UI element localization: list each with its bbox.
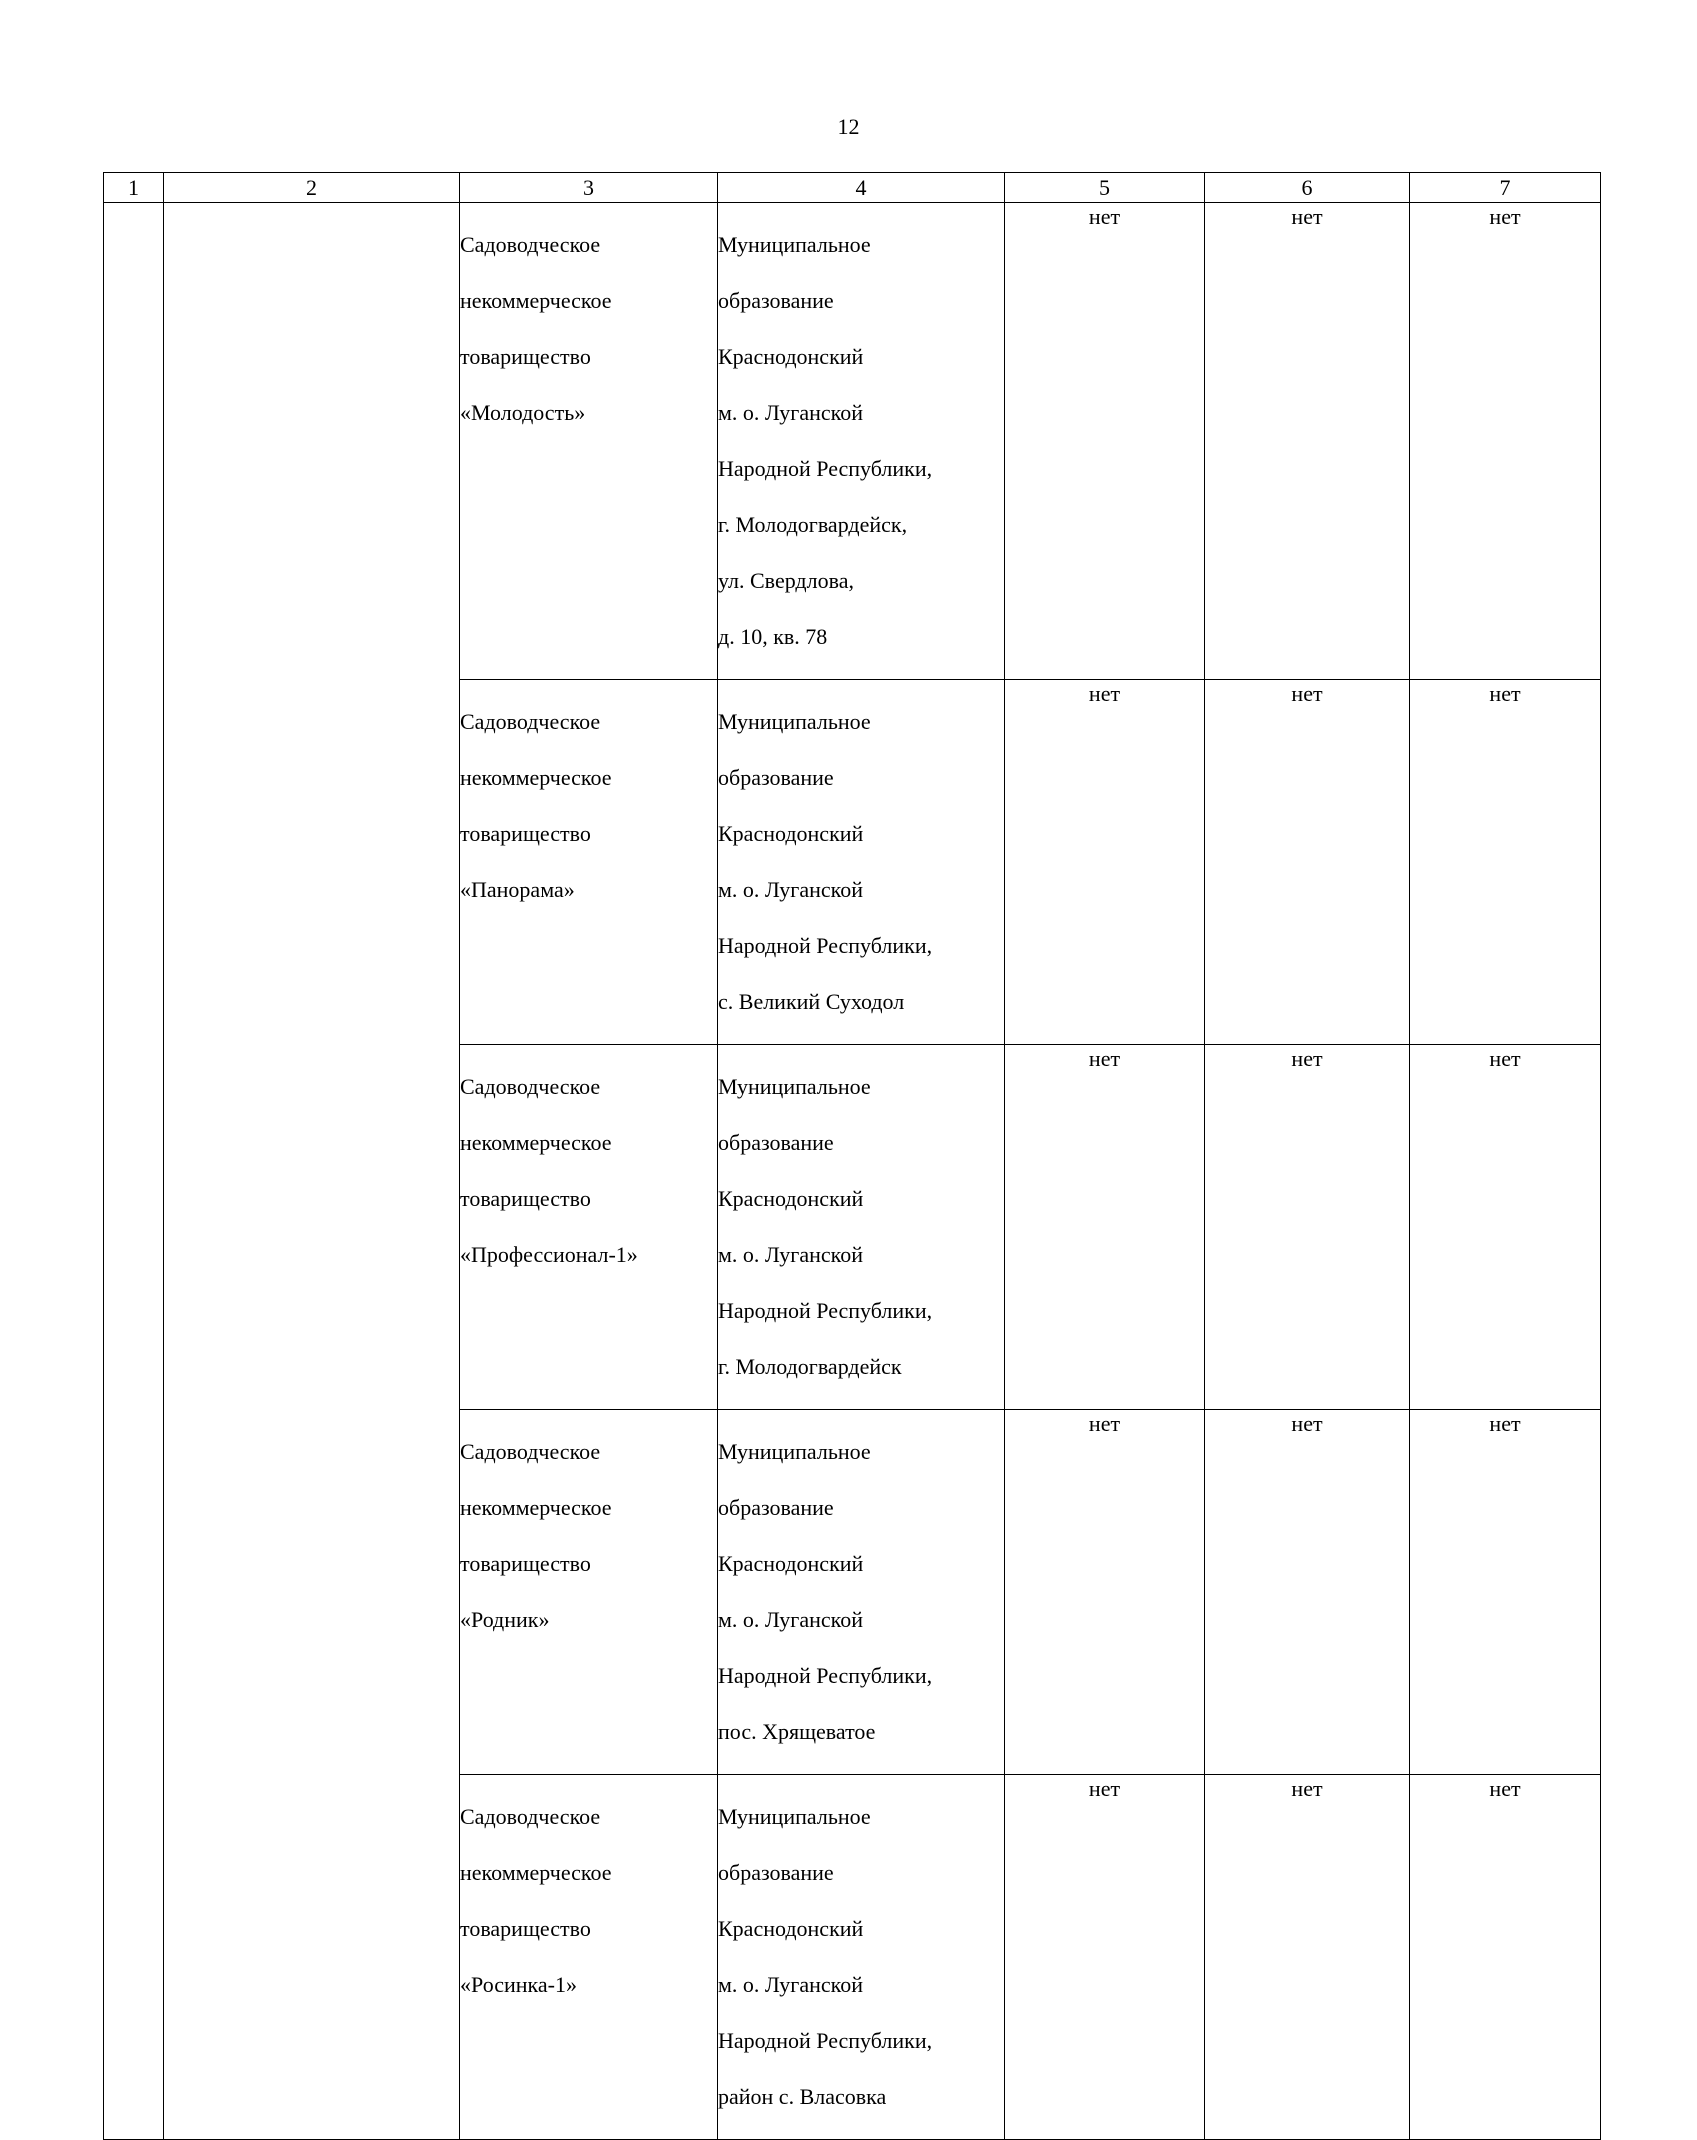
organization-name-line: «Профессионал-1» (460, 1242, 638, 1267)
address-line: Краснодонский (718, 1186, 864, 1211)
column-7-value: нет (1410, 1775, 1601, 2140)
column-6-value: нет (1205, 1775, 1410, 2140)
column-7-value: нет (1410, 680, 1601, 1045)
address-line: образование (718, 1130, 834, 1155)
organization-name-line: «Родник» (460, 1607, 550, 1632)
column-5-value: нет (1005, 680, 1205, 1045)
address-line: Краснодонский (718, 1551, 864, 1576)
column-header-4: 4 (718, 173, 1005, 203)
column-2-merged-cell (164, 203, 460, 2140)
address-line: Муниципальное (718, 709, 871, 734)
address-line: м. о. Луганской (718, 877, 863, 902)
organization-name-line: некоммерческое (460, 1130, 612, 1155)
address-line: г. Молодогвардейск, (718, 512, 908, 537)
address-line: Народной Республики, (718, 456, 933, 481)
page-number: 12 (837, 114, 860, 139)
address-line: образование (718, 1860, 834, 1885)
column-header-6: 6 (1205, 173, 1410, 203)
organization-name-cell (460, 203, 718, 680)
table-header-row (104, 173, 1601, 203)
column-7-value: нет (1410, 203, 1601, 680)
column-5-value: нет (1005, 1045, 1205, 1410)
address-line: ул. Свердлова, (718, 568, 854, 593)
organization-name-line: Садоводческое (460, 1804, 601, 1829)
column-header-2: 2 (164, 173, 460, 203)
table-row (104, 203, 1601, 680)
address-line: Народной Республики, (718, 1298, 933, 1323)
organization-name-line: некоммерческое (460, 1860, 612, 1885)
address-line: район с. Власовка (718, 2084, 887, 2109)
column-5-value: нет (1005, 1410, 1205, 1775)
organization-name-line: некоммерческое (460, 288, 612, 313)
organization-name-cell (460, 1775, 718, 2140)
address-line: Муниципальное (718, 232, 871, 257)
address-line: Краснодонский (718, 1916, 864, 1941)
organization-name-line: Садоводческое (460, 232, 601, 257)
organization-name-line: Садоводческое (460, 1074, 601, 1099)
organization-name-line: Садоводческое (460, 709, 601, 734)
organization-name-line: «Росинка-1» (460, 1972, 577, 1997)
address-line: Народной Республики, (718, 2028, 933, 2053)
column-5-value: нет (1005, 1775, 1205, 2140)
organization-name-line: «Молодость» (460, 400, 586, 425)
address-line: м. о. Луганской (718, 400, 863, 425)
column-header-5: 5 (1005, 173, 1205, 203)
address-line: Краснодонский (718, 344, 864, 369)
address-line: Народной Республики, (718, 1663, 933, 1688)
address-line: Муниципальное (718, 1804, 871, 1829)
column-6-value: нет (1205, 1045, 1410, 1410)
column-1-merged-cell (104, 203, 164, 2140)
address-line: г. Молодогвардейск (718, 1354, 902, 1379)
organization-name-line: товарищество (460, 1916, 591, 1941)
organization-name-line: «Панорама» (460, 877, 575, 902)
organization-name-cell (460, 1410, 718, 1775)
column-5-value: нет (1005, 203, 1205, 680)
address-line: м. о. Луганской (718, 1607, 863, 1632)
column-header-7: 7 (1410, 173, 1601, 203)
address-line: Народной Республики, (718, 933, 933, 958)
organization-name-cell (460, 1045, 718, 1410)
column-6-value: нет (1205, 1410, 1410, 1775)
column-header-1: 1 (104, 173, 164, 203)
address-line: Краснодонский (718, 821, 864, 846)
column-6-value: нет (1205, 680, 1410, 1045)
address-cell (718, 203, 1005, 680)
address-line: д. 10, кв. 78 (718, 624, 828, 649)
column-7-value: нет (1410, 1045, 1601, 1410)
address-cell (718, 1410, 1005, 1775)
address-line: образование (718, 288, 834, 313)
address-line: образование (718, 1495, 834, 1520)
address-line: пос. Хрящеватое (718, 1719, 876, 1744)
organization-name-line: некоммерческое (460, 1495, 612, 1520)
organization-name-line: товарищество (460, 1551, 591, 1576)
address-line: Муниципальное (718, 1439, 871, 1464)
address-line: с. Великий Суходол (718, 989, 905, 1014)
address-cell (718, 1045, 1005, 1410)
column-header-3: 3 (460, 173, 718, 203)
organization-name-line: товарищество (460, 344, 591, 369)
address-line: Муниципальное (718, 1074, 871, 1099)
address-cell (718, 1775, 1005, 2140)
column-7-value: нет (1410, 1410, 1601, 1775)
address-line: образование (718, 765, 834, 790)
column-6-value: нет (1205, 203, 1410, 680)
organization-name-line: товарищество (460, 1186, 591, 1211)
address-line: м. о. Луганской (718, 1242, 863, 1267)
address-cell (718, 680, 1005, 1045)
organization-name-line: товарищество (460, 821, 591, 846)
document-table (103, 172, 1601, 2140)
organization-name-cell (460, 680, 718, 1045)
address-line: м. о. Луганской (718, 1972, 863, 1997)
organization-name-line: некоммерческое (460, 765, 612, 790)
organization-name-line: Садоводческое (460, 1439, 601, 1464)
